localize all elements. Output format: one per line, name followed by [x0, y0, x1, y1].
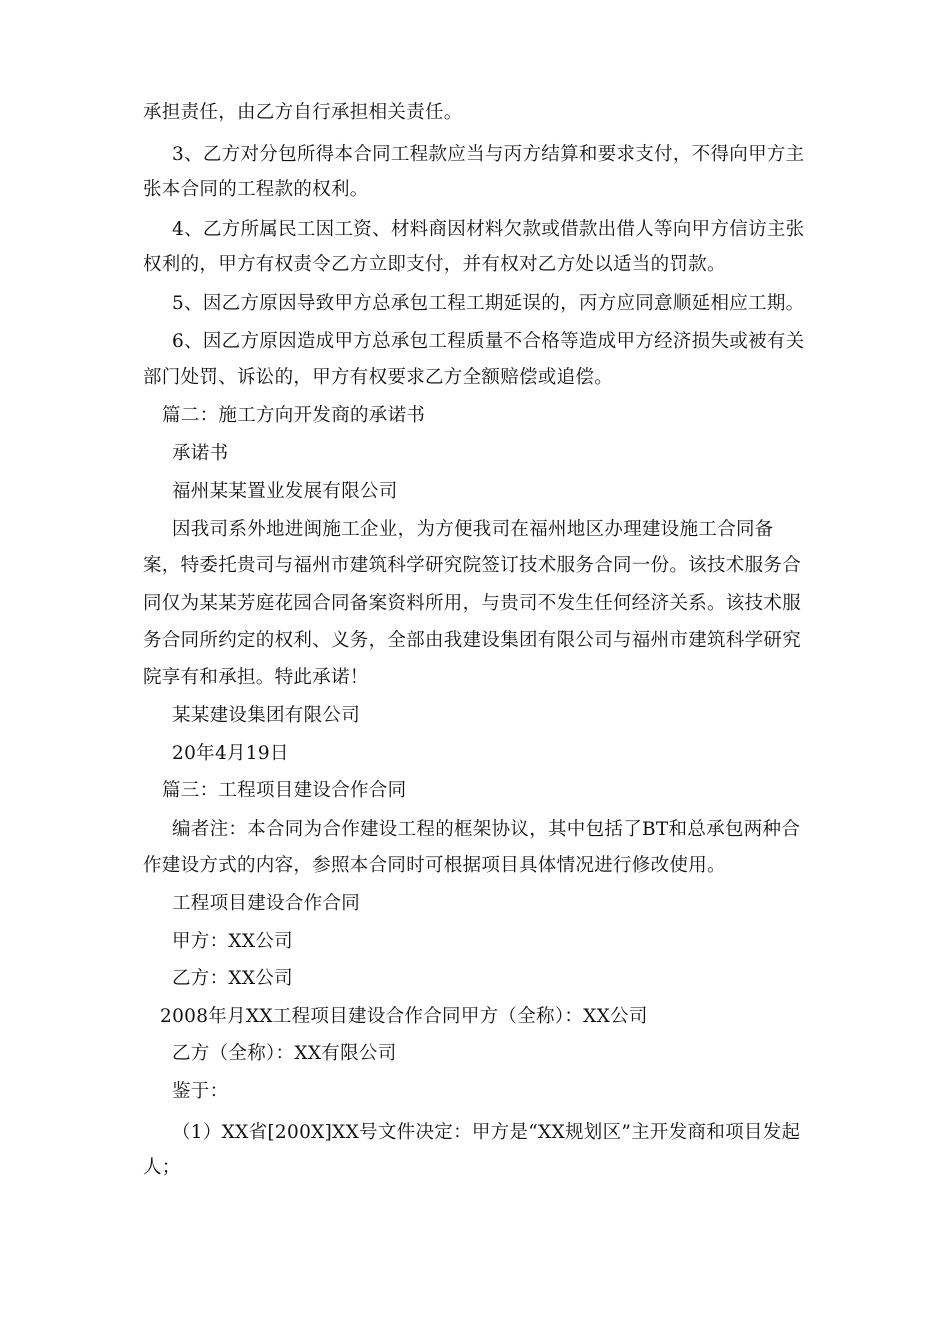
party-a: 甲方：XX公司 [172, 931, 293, 952]
paragraph-line: 4、乙方所属民工因工资、材料商因材料欠款或借款出借人等向甲方信访主张 [172, 219, 805, 240]
paragraph-line: 院享有和承担。特此承诺！ [143, 667, 369, 688]
paragraph-line: 同仅为某某芳庭花园合同备案资料所用，与贵司不发生任何经济关系。该技术服 [143, 593, 802, 614]
letter-signatory: 某某建设集团有限公司 [172, 705, 361, 726]
letter-recipient: 福州某某置业发展有限公司 [172, 481, 398, 502]
party-b-full: 乙方（全称）：XX有限公司 [172, 1043, 397, 1064]
paragraph-line: 编者注：本合同为合作建设工程的框架协议，其中包括了BT和总承包两种合 [172, 819, 801, 840]
paragraph-line: 部门处罚、诉讼的，甲方有权要求乙方全额赔偿或追偿。 [143, 367, 614, 388]
section-heading: 篇三：工程项目建设合作合同 [162, 780, 407, 801]
paragraph-line: 2008年月XX工程项目建设合作合同甲方（全称）：XX公司 [160, 1006, 648, 1027]
paragraph-line: 权利的，甲方有权责令乙方立即支付，并有权对乙方处以适当的罚款。 [143, 254, 726, 275]
paragraph-line: 案，特委托贵司与福州市建筑科学研究院签订技术服务合同一份。该技术服务合 [143, 555, 802, 576]
party-b: 乙方：XX公司 [172, 968, 293, 989]
letter-title: 承诺书 [172, 443, 229, 464]
paragraph-line: 务合同所约定的权利、义务，全部由我建设集团有限公司与福州市建筑科学研究 [143, 630, 802, 651]
paragraph-line: （1）XX省[200X]XX号文件决定：甲方是“XX规划区”主开发商和项目发起 [172, 1122, 801, 1143]
letter-date: 20年4月19日 [172, 743, 289, 764]
paragraph-line: 5、因乙方原因导致甲方总承包工程工期延误的，丙方应同意顺延相应工期。 [172, 293, 805, 314]
paragraph-line: 张本合同的工程款的权利。 [143, 179, 369, 200]
paragraph-line: 6、因乙方原因造成甲方总承包工程质量不合格等造成甲方经济损失或被有关 [172, 331, 805, 352]
paragraph-line: 承担责任，由乙方自行承担相关责任。 [143, 102, 463, 123]
section-heading: 篇二：施工方向开发商的承诺书 [162, 405, 426, 426]
contract-title: 工程项目建设合作合同 [172, 893, 361, 914]
whereas-heading: 鉴于： [172, 1081, 229, 1102]
paragraph-line: 人； [143, 1157, 181, 1178]
paragraph-line: 3、乙方对分包所得本合同工程款应当与丙方结算和要求支付，不得向甲方主 [172, 144, 805, 165]
paragraph-line: 作建设方式的内容，参照本合同时可根据项目具体情况进行修改使用。 [143, 855, 726, 876]
paragraph-line: 因我司系外地进闽施工企业，为方便我司在福州地区办理建设施工合同备 [172, 519, 774, 540]
